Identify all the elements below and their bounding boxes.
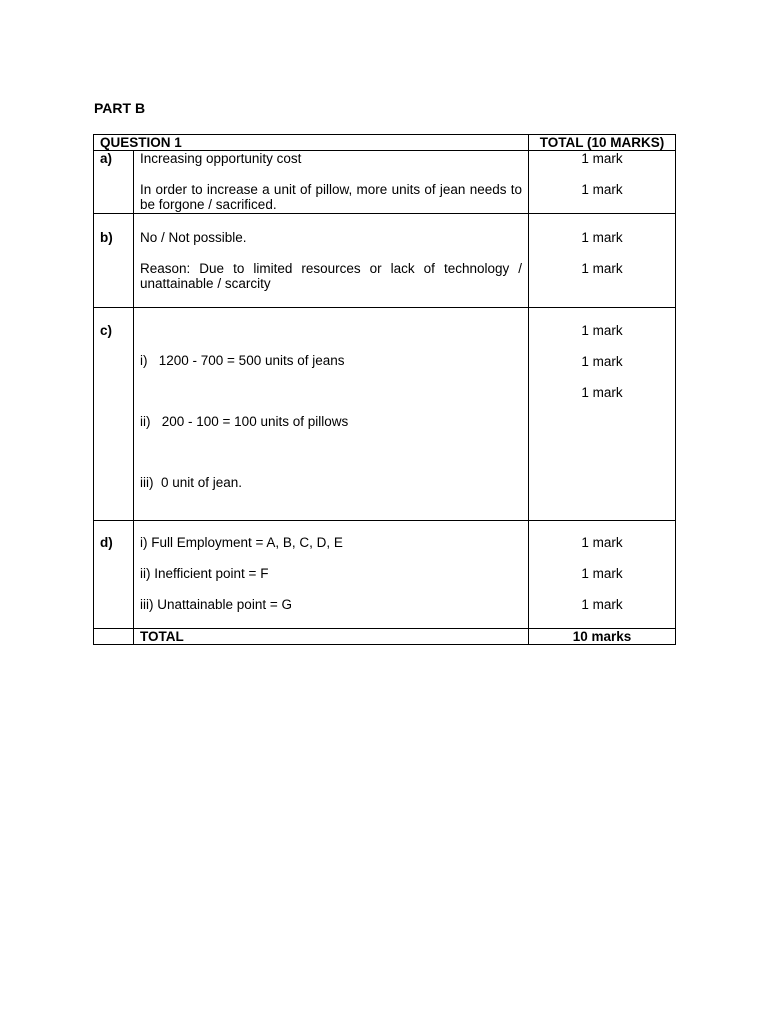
answer-text: ii) 200 - 100 = 100 units of pillows [140,414,349,429]
section-label: c) [94,308,134,521]
section-label: a) [94,151,134,214]
mark-text: 1 mark [581,354,623,369]
mark-text: 1 mark [581,566,623,581]
answer-text: ii) Inefficient point = F [140,566,269,581]
answer-cell [134,521,529,629]
total-label-spacer [94,629,134,645]
mark-text: 1 mark [581,385,623,400]
answer-text: In order to increase a unit of pillow, more units of jean needs to be forgone / sacrificed. [140,182,523,212]
header-total: TOTAL (10 MARKS) [529,135,676,151]
answer-text: Reason: Due to limited resources or lack of technology / unattainable / scarcity [140,261,523,291]
answer-text: i) Full Employment = A, B, C, D, E [140,535,343,550]
table-row [94,521,676,629]
mark-text: 1 mark [581,535,623,550]
answer-text: i) 1200 - 700 = 500 units of jeans [140,353,345,368]
table-row [94,308,676,521]
section-label: d) [94,521,134,629]
table-row [94,214,676,308]
marks-cell [529,308,676,521]
mark-text: 1 mark [581,597,623,612]
answer-text: Increasing opportunity cost [140,151,302,166]
table-header-row [94,135,676,151]
total-label: TOTAL [134,629,529,645]
mark-text: 1 mark [581,230,623,245]
mark-text: 1 mark [581,151,623,166]
answer-text: No / Not possible. [140,230,247,245]
mark-text: 1 mark [581,323,623,338]
marks-cell [529,521,676,629]
answer-text: iii) Unattainable point = G [140,597,292,612]
mark-text: 1 mark [581,182,623,197]
answer-cell [134,214,529,308]
header-question: QUESTION 1 [94,135,529,151]
answer-text: iii) 0 unit of jean. [140,475,243,490]
table-total-row [94,629,676,645]
total-marks: 10 marks [529,629,676,645]
answer-cell [134,151,529,214]
marks-cell [529,151,676,214]
answer-cell [134,308,529,521]
table-row [94,151,676,214]
part-title: PART B [94,100,146,116]
marks-cell [529,214,676,308]
marking-scheme-table [93,134,676,645]
mark-text: 1 mark [581,261,623,276]
section-label: b) [94,214,134,308]
